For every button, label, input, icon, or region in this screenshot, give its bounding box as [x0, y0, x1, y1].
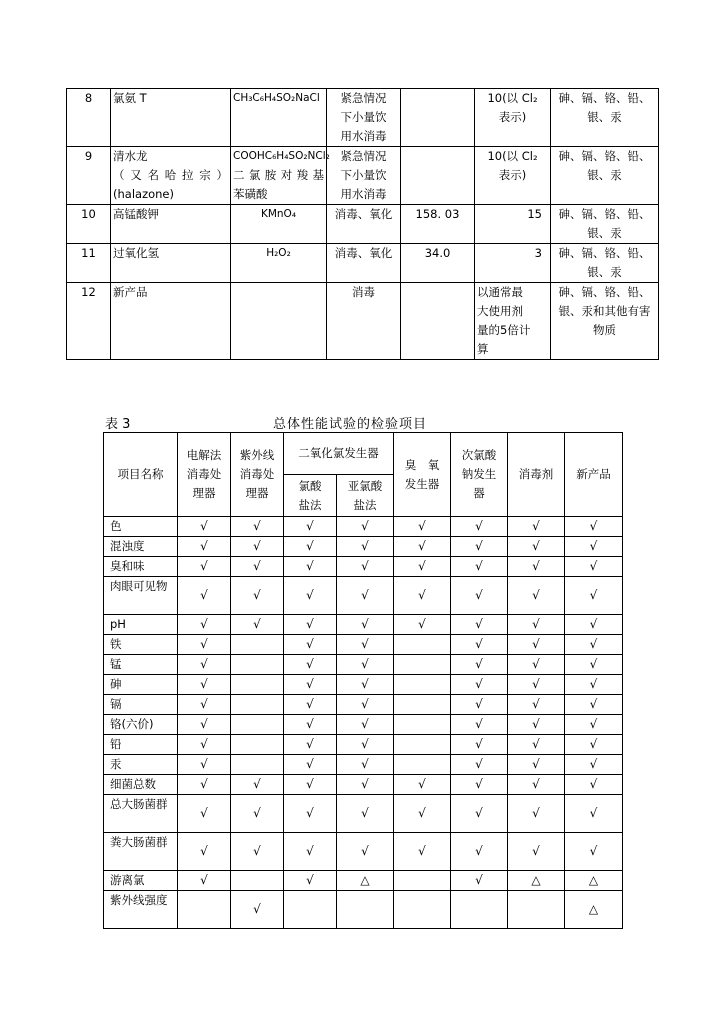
row-number: 11 [67, 244, 111, 283]
check-mark [231, 755, 284, 775]
check-mark: √ [508, 577, 565, 615]
check-mark: √ [508, 695, 565, 715]
check-mark: √ [231, 833, 284, 871]
molecular-weight [401, 283, 475, 360]
check-mark: √ [337, 735, 394, 755]
check-mark: √ [508, 635, 565, 655]
table-row [104, 675, 623, 695]
check-mark: √ [178, 517, 231, 537]
table-row [104, 795, 623, 833]
item-name: 色 [104, 517, 178, 537]
check-mark: √ [284, 755, 337, 775]
check-mark [231, 655, 284, 675]
dose: 10(以 Cl₂ 表示) [475, 147, 551, 205]
check-mark: √ [451, 833, 508, 871]
check-mark: √ [178, 537, 231, 557]
check-mark: √ [284, 775, 337, 795]
check-mark: √ [508, 795, 565, 833]
check-mark: √ [565, 695, 623, 715]
check-mark: √ [284, 655, 337, 675]
table-row [104, 537, 623, 557]
header-disinfectant: 消毒剂 [508, 433, 565, 517]
check-mark: √ [508, 517, 565, 537]
check-mark [394, 891, 451, 929]
test-items: 砷、镉、铬、铅、 银、汞和其他有害 物质 [551, 283, 659, 360]
item-name: 锰 [104, 655, 178, 675]
check-mark [178, 891, 231, 929]
check-mark: √ [178, 775, 231, 795]
check-mark: √ [284, 635, 337, 655]
reagent-use: 紧急情况 下小量饮 用水消毒 [327, 147, 401, 205]
check-mark: √ [565, 635, 623, 655]
check-mark: △ [565, 891, 623, 929]
item-name: 紫外线强度 [104, 891, 178, 929]
check-mark: △ [565, 871, 623, 891]
molecular-weight [401, 147, 475, 205]
reagent-formula: CH₃C₆H₄SO₂NaCl [231, 89, 327, 147]
header-item-name: 项目名称 [104, 433, 178, 517]
reagent-use: 消毒、氧化 [327, 205, 401, 244]
check-mark: √ [451, 517, 508, 537]
check-mark: √ [178, 675, 231, 695]
check-mark [231, 715, 284, 735]
row-number: 8 [67, 89, 111, 147]
check-mark [231, 735, 284, 755]
check-mark: √ [451, 655, 508, 675]
check-mark: √ [337, 755, 394, 775]
dose: 10(以 Cl₂ 表示) [475, 89, 551, 147]
test-items: 砷、镉、铬、铅、 银、汞 [551, 89, 659, 147]
check-mark: √ [451, 715, 508, 735]
reagent-name: 清水龙 （又名哈拉宗） (halazone) [111, 147, 231, 205]
table-row [67, 147, 659, 205]
check-mark: √ [394, 775, 451, 795]
header-electrolysis: 电解法 消毒处 理器 [178, 433, 231, 517]
check-mark: √ [178, 755, 231, 775]
check-mark: √ [231, 775, 284, 795]
check-mark: √ [178, 557, 231, 577]
table-row [104, 891, 623, 929]
molecular-weight [401, 89, 475, 147]
check-mark: √ [284, 615, 337, 635]
dose: 3 [475, 244, 551, 283]
check-mark: √ [178, 715, 231, 735]
check-mark [231, 675, 284, 695]
check-mark: √ [337, 635, 394, 655]
check-mark: √ [451, 615, 508, 635]
test-items-table [103, 432, 623, 929]
check-mark: √ [178, 871, 231, 891]
row-number: 10 [67, 205, 111, 244]
check-mark: √ [394, 557, 451, 577]
header-new-product: 新产品 [565, 433, 623, 517]
reagent-use: 消毒、氧化 [327, 244, 401, 283]
check-mark: √ [508, 715, 565, 735]
check-mark: √ [178, 695, 231, 715]
check-mark: √ [451, 735, 508, 755]
check-mark: √ [337, 537, 394, 557]
item-name: 砷 [104, 675, 178, 695]
check-mark: √ [337, 655, 394, 675]
check-mark: √ [337, 615, 394, 635]
table-row [104, 833, 623, 871]
check-mark: √ [451, 557, 508, 577]
header-ozone: 臭 氧 发生器 [394, 433, 451, 517]
table-row [104, 655, 623, 675]
test-items: 砷、镉、铬、铅、 银、汞 [551, 205, 659, 244]
check-mark: √ [451, 775, 508, 795]
check-mark [394, 675, 451, 695]
reagent-formula: COOHC₆H₄SO₂NCl₂ 二氯胺对羧基 苯磺酸 [231, 147, 327, 205]
reagent-name: 氯氨 T [111, 89, 231, 147]
check-mark [394, 635, 451, 655]
check-mark: √ [451, 675, 508, 695]
item-name: 细菌总数 [104, 775, 178, 795]
check-mark: √ [231, 517, 284, 537]
table-row [104, 615, 623, 635]
check-mark: √ [565, 755, 623, 775]
check-mark: √ [508, 537, 565, 557]
reagent-formula [231, 283, 327, 360]
item-name: 镉 [104, 695, 178, 715]
check-mark: √ [178, 615, 231, 635]
molecular-weight: 158. 03 [401, 205, 475, 244]
item-name: 铬(六价) [104, 715, 178, 735]
reagent-formula: KMnO₄ [231, 205, 327, 244]
check-mark: √ [394, 615, 451, 635]
check-mark [394, 695, 451, 715]
table-row [104, 517, 623, 537]
check-mark: √ [231, 557, 284, 577]
check-mark: √ [337, 795, 394, 833]
item-name: 肉眼可见物 [104, 577, 178, 615]
check-mark [231, 695, 284, 715]
item-name: 臭和味 [104, 557, 178, 577]
table-row [104, 695, 623, 715]
test-items: 砷、镉、铬、铅、 银、汞 [551, 147, 659, 205]
check-mark: √ [394, 537, 451, 557]
header-uv: 紫外线 消毒处 理器 [231, 433, 284, 517]
item-name: pH [104, 615, 178, 635]
header-clo2-generator: 二氧化氯发生器 [284, 433, 394, 475]
check-mark: √ [565, 775, 623, 795]
check-mark: √ [337, 557, 394, 577]
reagent-name: 高锰酸钾 [111, 205, 231, 244]
table-row [104, 715, 623, 735]
item-name: 总大肠菌群 [104, 795, 178, 833]
check-mark: √ [337, 517, 394, 537]
dose: 15 [475, 205, 551, 244]
table-row [67, 205, 659, 244]
table-row [67, 244, 659, 283]
check-mark: √ [284, 795, 337, 833]
check-mark: √ [451, 871, 508, 891]
check-mark: √ [565, 655, 623, 675]
check-mark: √ [394, 833, 451, 871]
check-mark: √ [178, 577, 231, 615]
check-mark: √ [337, 695, 394, 715]
check-mark: √ [508, 675, 565, 695]
check-mark: √ [284, 871, 337, 891]
check-mark [284, 891, 337, 929]
table-row [104, 755, 623, 775]
item-name: 粪大肠菌群 [104, 833, 178, 871]
check-mark: √ [231, 577, 284, 615]
item-name: 游离氯 [104, 871, 178, 891]
check-mark: √ [284, 695, 337, 715]
dose: 以通常最 大使用剂 量的5倍计 算 [475, 283, 551, 360]
test-items: 砷、镉、铬、铅、 银、汞 [551, 244, 659, 283]
item-name: 铅 [104, 735, 178, 755]
check-mark: √ [565, 715, 623, 735]
check-mark: √ [508, 557, 565, 577]
reagent-use: 消毒 [327, 283, 401, 360]
table-row [104, 635, 623, 655]
check-mark: √ [337, 577, 394, 615]
check-mark: √ [394, 577, 451, 615]
item-name: 汞 [104, 755, 178, 775]
check-mark: √ [451, 537, 508, 557]
check-mark [394, 755, 451, 775]
check-mark: √ [508, 735, 565, 755]
check-mark: √ [565, 795, 623, 833]
check-mark: √ [508, 775, 565, 795]
table-row [67, 89, 659, 147]
table-title: 总体性能试验的检验项目 [273, 417, 428, 432]
check-mark: √ [231, 795, 284, 833]
check-mark: √ [284, 577, 337, 615]
check-mark: √ [337, 715, 394, 735]
check-mark: √ [565, 735, 623, 755]
check-mark [394, 735, 451, 755]
check-mark: √ [284, 537, 337, 557]
check-mark: √ [284, 735, 337, 755]
check-mark: √ [284, 675, 337, 695]
check-mark: √ [178, 833, 231, 871]
check-mark: √ [394, 795, 451, 833]
item-name: 混浊度 [104, 537, 178, 557]
header-chlorite: 亚氯酸 盐法 [337, 475, 394, 517]
check-mark: √ [284, 517, 337, 537]
check-mark: √ [178, 735, 231, 755]
check-mark: √ [337, 675, 394, 695]
item-name: 铁 [104, 635, 178, 655]
table-row [104, 735, 623, 755]
check-mark: √ [337, 775, 394, 795]
check-mark: √ [284, 557, 337, 577]
reagent-name: 过氧化氢 [111, 244, 231, 283]
check-mark: √ [451, 695, 508, 715]
header-chlorate: 氯酸 盐法 [284, 475, 337, 517]
check-mark: √ [231, 537, 284, 557]
reagent-name: 新产品 [111, 283, 231, 360]
reagent-use: 紧急情况 下小量饮 用水消毒 [327, 89, 401, 147]
check-mark: √ [178, 635, 231, 655]
molecular-weight: 34.0 [401, 244, 475, 283]
check-mark: √ [284, 715, 337, 735]
check-mark [394, 871, 451, 891]
check-mark: √ [565, 537, 623, 557]
row-number: 9 [67, 147, 111, 205]
check-mark: △ [337, 871, 394, 891]
check-mark: √ [451, 635, 508, 655]
check-mark [337, 891, 394, 929]
check-mark [394, 715, 451, 735]
check-mark: √ [284, 833, 337, 871]
check-mark: √ [565, 557, 623, 577]
check-mark [231, 871, 284, 891]
check-mark: √ [508, 755, 565, 775]
check-mark: √ [565, 615, 623, 635]
check-mark: √ [565, 517, 623, 537]
table-row [104, 775, 623, 795]
check-mark [451, 891, 508, 929]
reagent-table [66, 88, 659, 360]
check-mark: √ [508, 833, 565, 871]
check-mark: √ [451, 755, 508, 775]
check-mark: √ [178, 655, 231, 675]
table-row [104, 557, 623, 577]
table-row [104, 871, 623, 891]
check-mark [508, 891, 565, 929]
check-mark: √ [565, 577, 623, 615]
check-mark: √ [394, 517, 451, 537]
check-mark: √ [451, 577, 508, 615]
check-mark: √ [451, 795, 508, 833]
check-mark: √ [508, 615, 565, 635]
reagent-formula: H₂O₂ [231, 244, 327, 283]
check-mark: √ [565, 675, 623, 695]
check-mark: √ [337, 833, 394, 871]
table-row [104, 577, 623, 615]
header-hypochlorite: 次氯酸 钠发生 器 [451, 433, 508, 517]
check-mark [231, 635, 284, 655]
table-row [67, 283, 659, 360]
check-mark: √ [508, 655, 565, 675]
check-mark: √ [231, 891, 284, 929]
table-label: 表 3 [105, 417, 131, 432]
check-mark: √ [178, 795, 231, 833]
check-mark: √ [231, 615, 284, 635]
check-mark [394, 655, 451, 675]
check-mark: △ [508, 871, 565, 891]
check-mark: √ [565, 833, 623, 871]
row-number: 12 [67, 283, 111, 360]
